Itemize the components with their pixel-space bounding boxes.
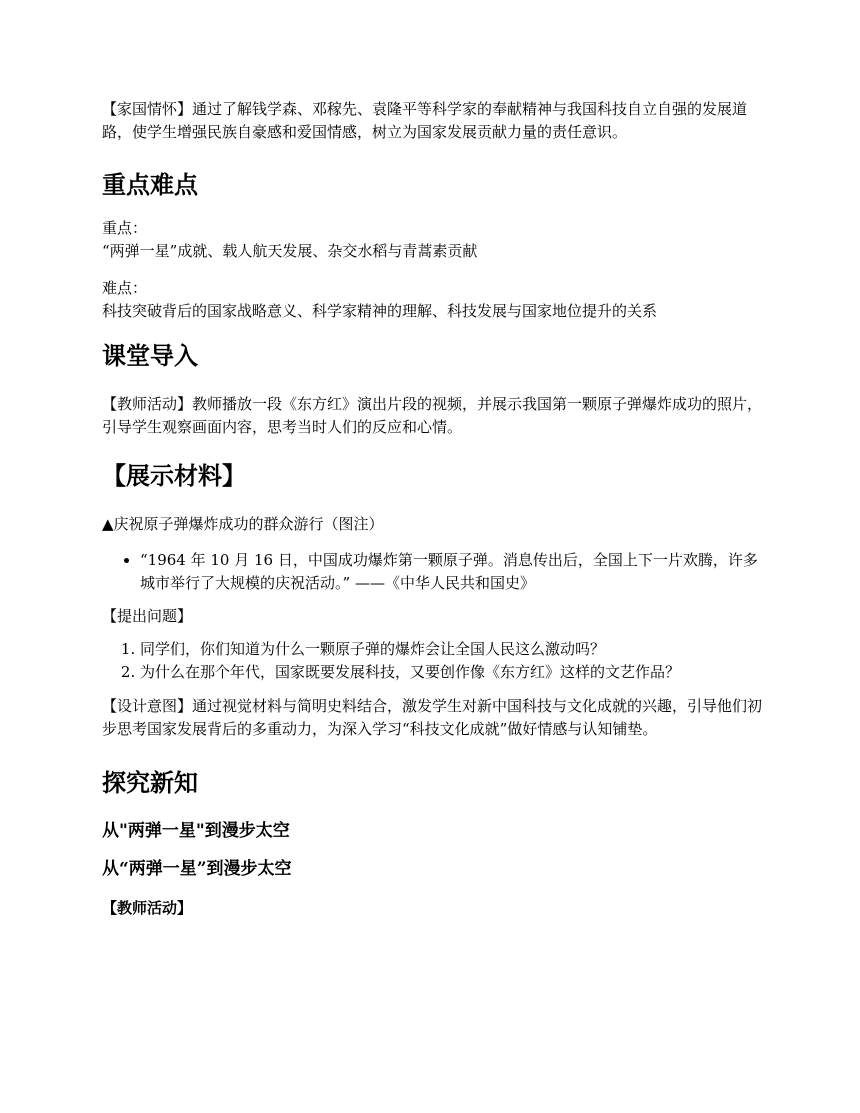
quote-item: • “1964 年 10 月 16 日，中国成功爆炸第一颗原子弹。消息传出后，全国上下一片欢腾，许多城市举行了大规模的庆祝活动。” ——《中华人民共和国史》 — [140, 549, 762, 595]
key-points-heading: 重点难点 — [102, 170, 198, 199]
difficulty-label: 难点： — [102, 279, 148, 297]
questions-label: 【提出问题】 — [102, 607, 193, 625]
teacher-activity-label: 【教师活动】 — [102, 899, 193, 917]
question-item: 1. 同学们，你们知道为什么一颗原子弹的爆炸会让全国人民这么激动吗？ — [140, 638, 762, 661]
figure-caption: ▲庆祝原子弹爆炸成功的群众游行（图注） — [102, 515, 384, 533]
sub-heading-1: 从"两弹一星"到漫步太空 — [102, 821, 290, 841]
quote-list — [102, 549, 762, 595]
question-item: 2. 为什么在那个年代，国家既要发展科技，又要创作像《东方红》这样的文艺作品？ — [140, 661, 762, 684]
key-text: “两弹一星”成就、载人航天发展、杂交水稻与青蒿素贡献 — [102, 242, 478, 260]
intro-heading: 课堂导入 — [102, 341, 198, 370]
sub-heading-2: 从“两弹一星”到漫步太空 — [102, 859, 292, 879]
document-page — [102, 98, 762, 920]
difficulty-text: 科技突破背后的国家战略意义、科学家精神的理解、科技发展与国家地位提升的关系 — [102, 302, 658, 320]
materials-heading: 【展示材料】 — [102, 461, 246, 490]
questions-list — [102, 638, 762, 684]
explore-heading: 探究新知 — [102, 768, 198, 797]
teacher-activity-paragraph: 【教师活动】教师播放一段《东方红》演出片段的视频，并展示我国第一颗原子弹爆炸成功的照片，引导学生观察画面内容，思考当时人们的反应和心情。 — [102, 395, 763, 436]
key-label: 重点： — [102, 219, 148, 237]
patriotism-paragraph: 【家国情怀】通过了解钱学森、邓稼先、袁隆平等科学家的奉献精神与我国科技自立自强的发展道路，使学生增强民族自豪感和爱国情感，树立为国家发展贡献力量的责任意识。 — [102, 100, 748, 141]
design-intent-paragraph: 【设计意图】通过视觉材料与简明史料结合，激发学生对新中国科技与文化成就的兴趣，引导他们初步思考国家发展背后的多重动力，为深入学习“科技文化成就”做好情感与认知铺垫。 — [102, 697, 763, 738]
